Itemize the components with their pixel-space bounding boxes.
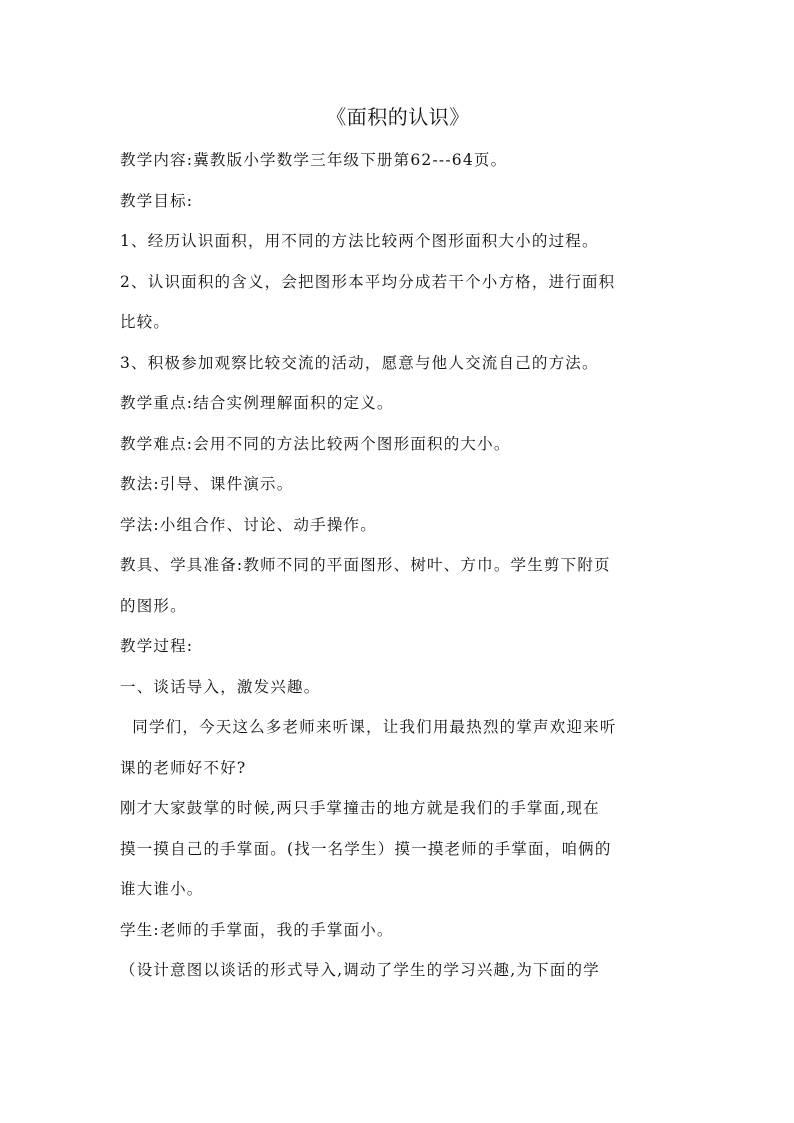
line-key-point: 教学重点:结合实例理解面积的定义。 xyxy=(120,394,394,412)
line-student-answer: 学生:老师的手掌面，我的手掌面小。 xyxy=(120,920,394,939)
line-paragraph-2-cont: 摸一摸自己的手掌面。(找一名学生）摸一摸老师的手掌面，咱俩的 xyxy=(120,839,612,858)
line-teaching-method: 教法:引导、课件演示。 xyxy=(120,475,294,493)
document-page xyxy=(120,100,676,991)
document-title: 《面积的认识》 xyxy=(326,105,470,129)
line-process-heading: 教学过程: xyxy=(120,637,194,655)
line-learning-method: 学法:小组合作、讨论、动手操作。 xyxy=(120,515,377,534)
line-goal-3: 3、积极参加观察比较交流的活动，愿意与他人交流自己的方法。 xyxy=(120,353,599,372)
line-paragraph-2: 刚才大家鼓掌的时候,两只手掌撞击的地方就是我们的手掌面,现在 xyxy=(120,799,600,817)
line-paragraph-1: 同学们，今天这么多老师来听课，让我们用最热烈的掌声欢迎来听 xyxy=(120,718,617,736)
line-teaching-goals-heading: 教学目标: xyxy=(120,191,194,210)
line-teaching-content: 教学内容:冀教版小学数学三年级下册第62---64页。 xyxy=(120,151,508,169)
line-materials: 教具、学具准备:教师不同的平面图形、树叶、方巾。学生剪下附页 xyxy=(120,556,611,574)
line-goal-1: 1、经历认识面积，用不同的方法比较两个图形面积大小的过程。 xyxy=(120,232,599,250)
line-goal-2: 2、认识面积的含义，会把图形本平均分成若干个小方格，进行面积 xyxy=(120,272,616,291)
line-materials-cont: 的图形。 xyxy=(120,596,187,615)
line-section-1-heading: 一、谈话导入，激发兴趣。 xyxy=(120,677,321,696)
line-design-intent: （设计意图以谈话的形式导入,调动了学生的学习兴趣,为下面的学 xyxy=(120,961,600,979)
line-difficulty: 教学难点:会用不同的方法比较两个图形面积的大小。 xyxy=(120,434,511,453)
line-paragraph-1-cont: 课的老师好不好? xyxy=(120,758,247,777)
line-goal-2-cont: 比较。 xyxy=(120,313,171,331)
line-paragraph-2-end: 谁大谁小。 xyxy=(120,880,204,898)
